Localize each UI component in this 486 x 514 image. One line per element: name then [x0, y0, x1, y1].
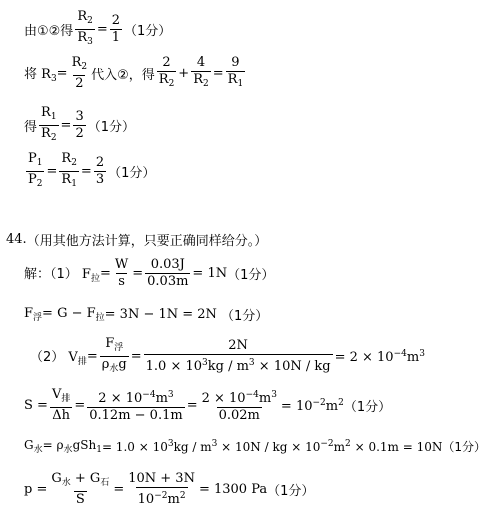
l2-equals-2: = — [212, 66, 224, 81]
l8-equals-2: = — [130, 349, 142, 364]
l8-fraction-values: $\frac{2N}{1.0 \times 10^3kg / m^3 \times 10N / kg}$ — [145, 338, 331, 374]
l7-result: = 3N − 1N = 2N — [104, 307, 217, 322]
l7-buoyancy: $F_浮$ — [24, 306, 43, 323]
l10-density: = $\rho_水$ — [42, 438, 73, 455]
l1-fraction-r2-r3: $\frac{R_2}{R_3}$ — [77, 9, 93, 47]
line-1 — [24, 10, 171, 49]
l3-score: （1分） — [87, 120, 136, 135]
l2-prefix: 将 $R_3$ — [24, 67, 57, 84]
l3-fraction-3-2: $\frac{3}{2}$ — [75, 109, 84, 141]
l2-fraction-2-r2: $\frac{2}{R_2}$ — [158, 55, 175, 89]
line-7 — [24, 305, 268, 324]
question-number: 44. — [6, 232, 27, 247]
l10-formula: gSh$_1$ — [72, 438, 102, 455]
l9-fraction-b: $\frac{2 \times 10^{-4}m^3}{0.02m}$ — [201, 390, 277, 423]
line-3 — [24, 106, 135, 145]
l4-fraction-2-3: $\frac{2}{3}$ — [95, 155, 105, 187]
l6-fraction-w-s: $\frac{W}{s}$ — [114, 257, 129, 289]
l2-fraction-r2-2: $\frac{R_2}{2}$ — [71, 55, 88, 91]
line-10 — [24, 438, 486, 455]
l9-fraction-v-dh: $\frac{V_排}{\Delta h}$ — [51, 387, 71, 423]
line-6 — [24, 258, 274, 289]
l9-fraction-a: $\frac{2 \times 10^{-4}m^3}{0.12m - 0.1m}$ — [89, 390, 183, 423]
l4-fraction-r2-r1: $\frac{R_2}{R_1}$ — [61, 151, 77, 189]
l1-fraction-2-1: $\frac{2}{1}$ — [111, 13, 121, 45]
l10-score: （1分） — [442, 440, 486, 454]
l4-equals-2: = — [80, 164, 92, 179]
l11-fraction-symbolic: $\frac{G_水 + G_石}{S}$ — [51, 471, 110, 507]
l4-fraction-p1-p2: $\frac{P_1}{P_2}$ — [28, 151, 43, 189]
l10-weight: $G_水$ — [24, 438, 43, 455]
l9-equals-2: = — [186, 398, 198, 413]
line-9 — [24, 388, 391, 423]
l9-equals-1: = — [74, 398, 86, 413]
l11-result: = 1300 Pa — [198, 482, 268, 497]
l2-fraction-9-r1: $\frac{9}{R_1}$ — [227, 55, 244, 89]
l1-score: （1分） — [124, 24, 172, 39]
l6-score: （1分） — [227, 268, 275, 283]
l3-prefix: 得 — [24, 120, 38, 135]
l4-score: （1分） — [108, 166, 156, 181]
l7-middle: = $G - F_拉$ — [42, 306, 105, 323]
question-note: （用其他方法计算，只要正确同样给分。） — [26, 234, 268, 249]
l4-equals-1: = — [46, 164, 58, 179]
l9-result: = $10^{-2}m^2$ — [280, 397, 344, 414]
l9-prefix: S = — [24, 398, 48, 413]
l2-equals-1: = — [56, 66, 68, 81]
l9-score: （1分） — [343, 400, 392, 415]
line-2 — [24, 56, 247, 91]
line-4 — [24, 152, 155, 191]
l3-fraction-r1-r2: $\frac{R_1}{R_2}$ — [41, 105, 57, 143]
line-8 — [30, 337, 425, 376]
l6-result: = 1N — [192, 266, 228, 281]
l2-plus: + — [178, 66, 190, 81]
l7-score: （1分） — [220, 309, 269, 324]
l1-equals: = — [96, 22, 108, 37]
l8-prefix: （2） $V_排$ — [30, 350, 87, 367]
l6-equals-2: = — [132, 266, 144, 281]
l6-prefix: 解：（1） $F_拉$ — [24, 267, 100, 284]
l11-prefix: p = — [24, 482, 48, 497]
l6-fraction-values: $\frac{0.03J}{0.03m}$ — [147, 257, 189, 289]
l8-equals-1: = — [86, 349, 98, 364]
l6-equals-1: = — [99, 266, 111, 281]
l2-fraction-4-r2: $\frac{4}{R_2}$ — [193, 55, 209, 89]
l2-middle-text: 代入②，得 — [91, 68, 155, 83]
l11-score: （1分） — [267, 484, 315, 499]
l3-equals: = — [60, 118, 72, 133]
l8-fraction-symbolic: $\frac{F_浮}{\rho_水g}$ — [101, 336, 127, 374]
l8-result: = $2 \times 10^{-4}m^3$ — [334, 348, 425, 365]
l1-prefix: 由①②得 — [24, 24, 74, 39]
line-11 — [24, 472, 314, 507]
l11-fraction-values: $\frac{10N + 3N}{10^{-2}m^2}$ — [128, 471, 195, 507]
l10-values: = $1.0 \times 10^3kg / m^3 \times 10N$ / kg × $10^{-2}m^2 \times 0.1m = 10N$ — [101, 439, 443, 454]
l11-equals: = — [113, 482, 125, 497]
line-5-question-44 — [6, 230, 267, 249]
